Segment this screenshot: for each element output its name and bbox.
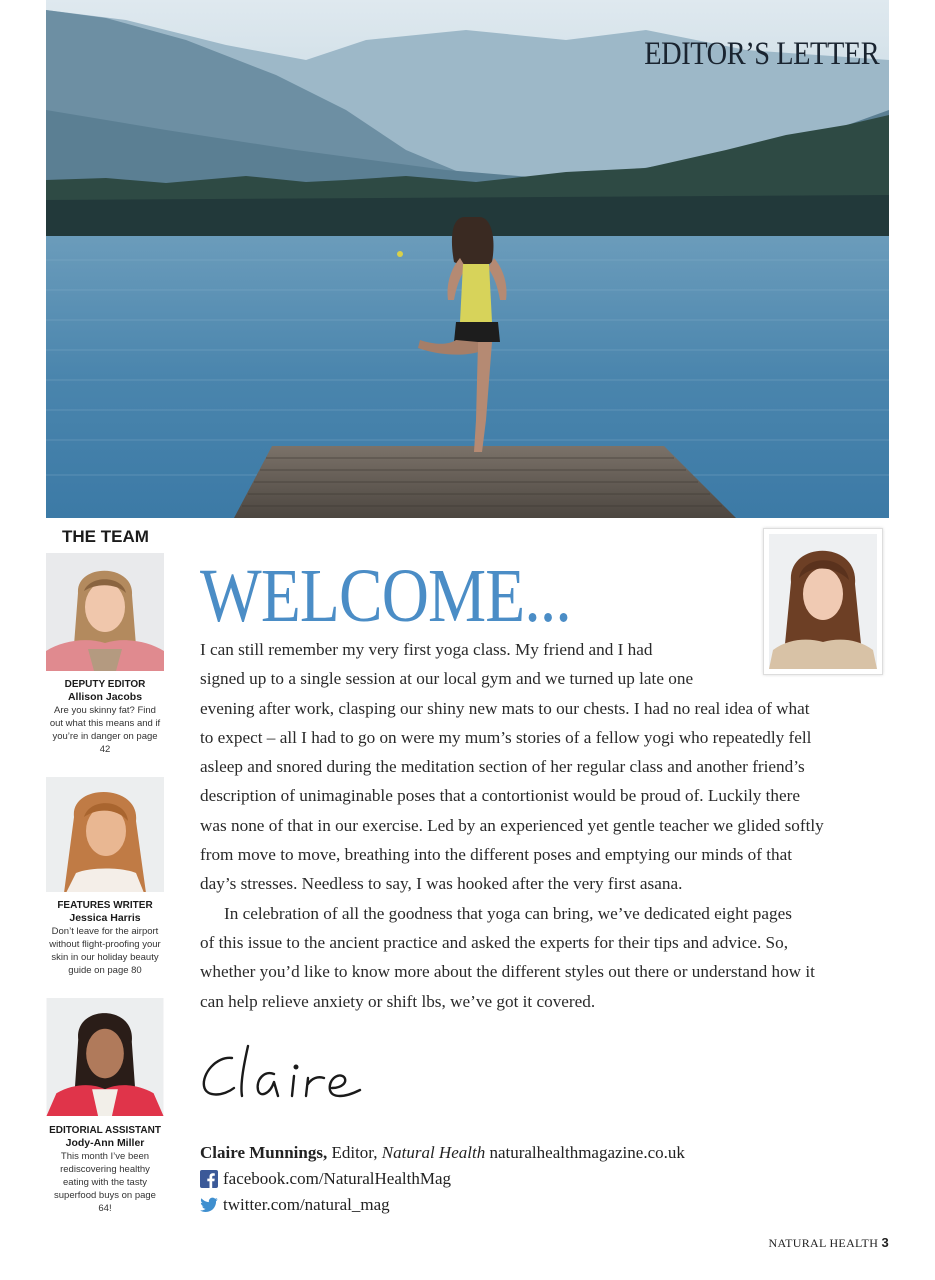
page-folio xyxy=(769,1235,889,1251)
facebook-row[interactable] xyxy=(200,1166,685,1192)
team-member-deputy-editor xyxy=(46,553,164,756)
team-heading: THE TEAM xyxy=(62,527,149,546)
member-blurb: Are you skinny fat? Find out what this means and if you’re in danger on page 42 xyxy=(49,705,161,755)
body-line: signed up to a single session at our local gym and we turned up late one xyxy=(200,669,694,689)
body-line: In celebration of all the goodness that yoga can bring, we’ve dedicated eight pages xyxy=(224,903,792,923)
body-line: can help relieve anxiety or shift lbs, we’ve got it covered. xyxy=(200,991,596,1011)
facebook-icon xyxy=(200,1170,218,1188)
hero-photo-yoga-lake xyxy=(46,0,889,518)
member-role: DEPUTY EDITOR xyxy=(64,679,146,690)
team-member-features-writer xyxy=(46,776,164,977)
editor-role: Editor, xyxy=(331,1143,378,1162)
handwritten-signature xyxy=(198,1040,378,1110)
lake-landscape-illustration xyxy=(46,0,889,518)
website-link[interactable]: naturalhealthmagazine.co.uk xyxy=(489,1143,685,1162)
folio-magazine-name: NATURAL HEALTH xyxy=(768,1236,879,1250)
twitter-row[interactable] xyxy=(200,1192,685,1218)
body-line: evening after work, clasping our shiny new mats to our chests. I had no real idea of what xyxy=(200,698,810,718)
member-name: Allison Jacobs xyxy=(67,691,143,703)
body-line: was none of that in our exercise. Led by an experienced yet gentle teacher we glided softly xyxy=(200,815,824,835)
body-line: day’s stresses. Needless to say, I was hooked after the very first asana. xyxy=(200,874,683,894)
team-member-editorial-assistant xyxy=(46,998,164,1215)
body-line: of this issue to the ancient practice and asked the experts for their tips and advice. So, xyxy=(200,932,789,952)
member-blurb: This month I’ve been rediscovering healthy eating with the tasty superfood buys on page 64! xyxy=(54,1151,156,1214)
page-number: 3 xyxy=(881,1235,889,1250)
body-line: to expect – all I had to go on were my mum’s stories of a fellow yogi who repeatedly fell xyxy=(200,727,812,747)
credits xyxy=(200,1140,685,1218)
member-role: EDITORIAL ASSISTANT xyxy=(49,1125,161,1136)
article-body xyxy=(200,635,890,1016)
member-name: Jody-Ann Miller xyxy=(65,1137,145,1149)
member-name: Jessica Harris xyxy=(69,912,141,924)
body-line: whether you’d like to know more about the different styles out there or understand how it xyxy=(200,962,815,982)
body-line: description of unimaginable poses that a contortionist would be proud of. Luckily there xyxy=(200,786,800,806)
twitter-icon xyxy=(200,1196,218,1214)
avatar xyxy=(46,776,164,892)
body-line: from move to move, breathing into the different poses and emptying our minds of that xyxy=(200,845,793,865)
twitter-link[interactable]: twitter.com/natural_mag xyxy=(223,1195,390,1214)
facebook-link[interactable]: facebook.com/NaturalHealthMag xyxy=(223,1169,451,1188)
avatar xyxy=(46,998,164,1117)
body-line: asleep and snored during the meditation section of her regular class and another friend’s xyxy=(200,757,805,777)
section-label: EDITOR’S LETTER xyxy=(643,36,879,72)
avatar xyxy=(46,553,164,671)
headline: WELCOME... xyxy=(200,554,571,638)
member-blurb: Don’t leave for the airport without flight-proofing your skin in our holiday beauty guide on page 80 xyxy=(49,926,161,976)
publication-name: Natural Health xyxy=(381,1143,486,1162)
member-role: FEATURES WRITER xyxy=(57,900,153,911)
editor-name: Claire Munnings, xyxy=(200,1143,328,1162)
body-line: I can still remember my very first yoga class. My friend and I had xyxy=(200,640,653,659)
editor-credit-line xyxy=(200,1140,685,1166)
